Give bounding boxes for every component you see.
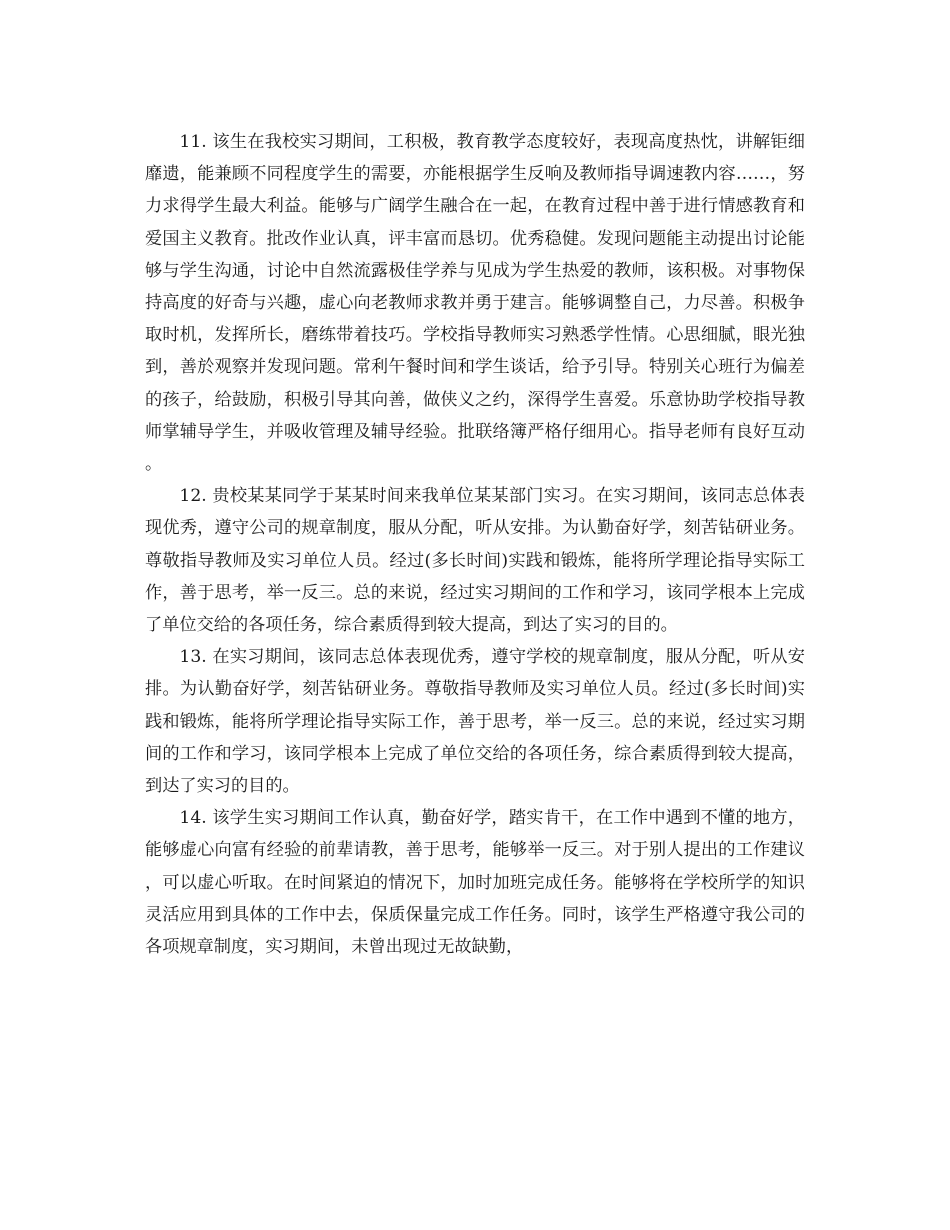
paragraph-11: 11. 该生在我校实习期间，工积极，教育教学态度较好，表现高度热忱，讲解钜细靡遗，能兼顾不同程度学生的需要，亦能根据学生反响及教师指导调速教内容……，努力求得学生最大利益。能够与广阔学生融合在一起，在教育过程中善于进行情感教育和爱国主义教育。批改作业认真，评丰富而恳切。优秀稳健。发现问题能主动提出讨论能够与学生沟通，讨论中自然流露极佳学养与见成为学生热爱的教师，该积极。对事物保持高度的好奇与兴趣，虚心向老教师求教并勇于建言。能够调整自己，力尽善。积极争取时机，发挥所长，磨练带着技巧。学校指导教师实习熟悉学性情。心思细腻，眼光独到，善於观察并发现问题。常利午餐时间和学生谈话，给予引导。特别关心班行为偏差的孩子，给鼓励，积极引导其向善，做侠义之约，深得学生喜爱。乐意协助学校指导教师掌辅导学生，并吸收管理及辅导经验。批联络簿严格仔细用心。指导老师有良好互动。 bbox=[145, 132, 805, 475]
paragraph-12: 12. 贵校某某同学于某某时间来我单位某某部门实习。在实习期间，该同志总体表现优秀，遵守公司的规章制度，服从分配，听从安排。为认勤奋好学，刻苦钻研业务。尊敬指导教师及实习单位人员。经过(多长时间)实践和锻炼，能将所学理论指导实际工作，善于思考，举一反三。总的来说，经过实习期间的工作和学习，该同学根本上完成了单位交给的各项任务，综合素质得到较大提高，到达了实习的目的。 bbox=[145, 486, 805, 636]
paragraph-14: 14. 该学生实习期间工作认真，勤奋好学，踏实肯干，在工作中遇到不懂的地方，能够虚心向富有经验的前辈请教，善于思考，能够举一反三。对于别人提出的工作建议，可以虚心听取。在时间紧迫的情况下，加时加班完成任务。能够将在学校所学的知识灵活应用到具体的工作中去，保质保量完成工作任务。同时，该学生严格遵守我公司的各项规章制度，实习期间，未曾出现过无故缺勤， bbox=[145, 808, 805, 958]
paragraph-13: 13. 在实习期间，该同志总体表现优秀，遵守学校的规章制度，服从分配，听从安排。为认勤奋好学，刻苦钻研业务。尊敬指导教师及实习单位人员。经过(多长时间)实践和锻炼，能将所学理论指导实际工作，善于思考，举一反三。总的来说，经过实习期间的工作和学习，该同学根本上完成了单位交给的各项任务，综合素质得到较大提高，到达了实习的目的。 bbox=[145, 647, 805, 797]
document-body bbox=[145, 126, 805, 963]
